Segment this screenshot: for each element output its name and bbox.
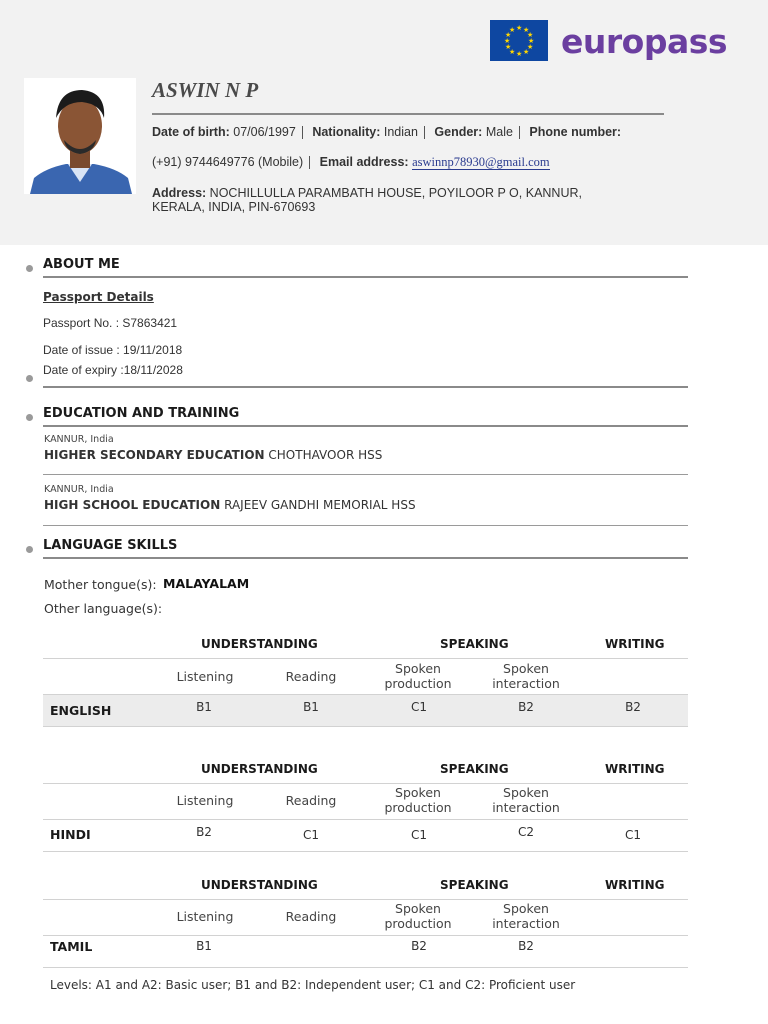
listening-level: B1 (196, 939, 212, 953)
language-name: ENGLISH (50, 703, 112, 718)
listening-level: B1 (196, 700, 212, 714)
reading-label: Reading (285, 909, 337, 924)
speaking-header: SPEAKING (440, 762, 509, 776)
education-school-2: RAJEEV GANDHI MEMORIAL HSS (224, 498, 416, 512)
about-title: ABOUT ME (43, 257, 120, 272)
person-name: ASWIN N P (152, 78, 259, 102)
language-table-tamil (43, 871, 688, 971)
spoken-interaction-level: B2 (518, 939, 534, 953)
education-divider (43, 474, 688, 475)
table-rule (43, 658, 688, 659)
languages-rule (43, 557, 688, 559)
gender-value: Male (485, 125, 513, 139)
speaking-header: SPEAKING (440, 878, 509, 892)
education-entry-1 (44, 448, 382, 462)
education-rule (43, 425, 688, 427)
language-name: HINDI (50, 827, 91, 842)
section-bullet (26, 414, 33, 421)
listening-level: B2 (196, 825, 212, 839)
address-line-1: NOCHILLULLA PARAMBATH HOUSE, POYILOOR P O, KANNUR, (209, 186, 582, 200)
education-location-2: KANNUR, India (44, 484, 114, 495)
name-divider (152, 113, 664, 115)
spoken-interaction-label: Spoken interaction (492, 785, 560, 815)
understanding-header: UNDERSTANDING (201, 637, 318, 651)
education-title: EDUCATION AND TRAINING (43, 406, 240, 421)
writing-level: B2 (625, 700, 641, 714)
mother-tongue-label: Mother tongue(s): (44, 577, 157, 592)
personal-line-2 (152, 155, 550, 170)
spoken-production-label: Spoken production (384, 661, 452, 691)
writing-level: C1 (624, 828, 641, 842)
listening-label: Listening (176, 669, 234, 684)
dob-value: 07/06/1997 (233, 125, 296, 139)
europass-logo: europass (561, 22, 727, 61)
education-degree-1: HIGHER SECONDARY EDUCATION (44, 448, 265, 462)
personal-line-1 (152, 125, 621, 139)
spoken-interaction-level: C2 (517, 825, 534, 839)
mother-tongue-value: MALAYALAM (163, 576, 250, 591)
passport-issue-date: Date of issue : 19/11/2018 (43, 343, 183, 357)
language-table-hindi (43, 755, 688, 855)
about-rule (43, 276, 688, 278)
spoken-production-level: B2 (411, 939, 427, 953)
spoken-production-label: Spoken production (384, 785, 452, 815)
education-end-rule (43, 525, 688, 526)
table-rule (43, 726, 688, 727)
address-block (152, 186, 582, 214)
understanding-header: UNDERSTANDING (201, 762, 318, 776)
spoken-production-level: C1 (410, 828, 427, 842)
writing-header: WRITING (605, 637, 665, 651)
listening-label: Listening (176, 909, 234, 924)
languages-title: LANGUAGE SKILLS (43, 538, 178, 553)
table-rule (43, 899, 688, 900)
reading-label: Reading (285, 669, 337, 684)
section-bullet (26, 375, 33, 382)
dob-label: Date of birth: (152, 125, 230, 139)
reading-label: Reading (285, 793, 337, 808)
spoken-production-label: Spoken production (384, 901, 452, 931)
address-label: Address: (152, 186, 207, 200)
reading-level: C1 (302, 828, 319, 842)
passport-expiry-date: Date of expiry :18/11/2028 (43, 363, 183, 377)
table-rule (43, 694, 688, 695)
nationality-value: Indian (383, 125, 418, 139)
writing-header: WRITING (605, 762, 665, 776)
understanding-header: UNDERSTANDING (201, 878, 318, 892)
reading-level: B1 (303, 700, 319, 714)
table-rule (43, 783, 688, 784)
phone-value: (+91) 9744649776 (Mobile) (152, 155, 304, 169)
spoken-interaction-label: Spoken interaction (492, 661, 560, 691)
education-school-1: CHOTHAVOOR HSS (268, 448, 383, 462)
email-label: Email address: (319, 155, 409, 169)
spoken-interaction-level: B2 (518, 700, 534, 714)
other-languages-label: Other language(s): (44, 601, 163, 616)
language-name: TAMIL (50, 939, 93, 954)
address-line-2: KERALA, INDIA, PIN-670693 (152, 200, 316, 214)
education-entry-2 (44, 498, 416, 512)
listening-label: Listening (176, 793, 234, 808)
email-link[interactable]: aswinnp78930@gmail.com (412, 155, 550, 169)
table-rule (43, 851, 688, 852)
table-rule (43, 967, 688, 968)
spoken-production-level: C1 (410, 700, 427, 714)
education-degree-2: HIGH SCHOOL EDUCATION (44, 498, 221, 512)
table-row-shade (43, 694, 688, 726)
section-bullet (26, 546, 33, 553)
passport-heading: Passport Details (43, 290, 154, 304)
writing-header: WRITING (605, 878, 665, 892)
nationality-label: Nationality: (312, 125, 381, 139)
profile-photo (24, 78, 136, 194)
levels-note: Levels: A1 and A2: Basic user; B1 and B2: Independent user; C1 and C2: Proficient user (50, 978, 576, 992)
speaking-header: SPEAKING (440, 637, 509, 651)
table-rule (43, 935, 688, 936)
education-location-1: KANNUR, India (44, 434, 114, 445)
section-bullet (26, 265, 33, 272)
gender-label: Gender: (434, 125, 483, 139)
eu-flag-icon: ★ ★ ★ ★ ★ ★ ★ ★ ★ ★ ★ ★ (490, 20, 548, 61)
table-rule (43, 819, 688, 820)
spoken-interaction-label: Spoken interaction (492, 901, 560, 931)
about-end-rule (43, 386, 688, 388)
phone-label: Phone number: (529, 125, 622, 139)
language-table-english (43, 630, 688, 730)
passport-number: Passport No. : S7863421 (43, 316, 178, 330)
